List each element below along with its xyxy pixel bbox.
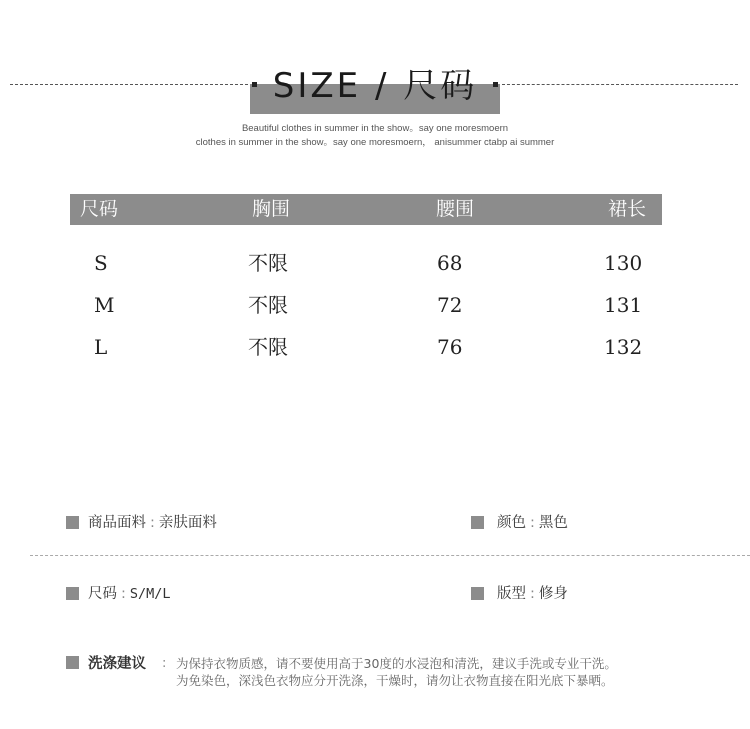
title-dashed-line-right — [502, 84, 738, 85]
header-size: 尺码 — [80, 198, 119, 220]
fabric-value: 亲肤面料 — [158, 515, 217, 531]
info-divider — [30, 555, 750, 556]
cell-length: 130 — [604, 251, 643, 275]
cell-waist: 72 — [437, 293, 463, 317]
wash-text-line-2: 为免染色，深浅色衣物应分开洗涤，干燥时，请勿让衣物直接在阳光底下暴晒。 — [176, 673, 614, 688]
color-info: 颜色 : 黑色 — [497, 515, 568, 531]
cell-size: S — [94, 251, 108, 275]
size-value: S/M/L — [129, 586, 171, 602]
title-dot-left — [252, 82, 257, 87]
fit-value: 修身 — [538, 586, 568, 602]
title-block — [250, 62, 500, 114]
cell-size: M — [94, 293, 115, 317]
size-label: 尺码 — [88, 586, 117, 602]
size-square-icon — [66, 587, 79, 600]
header-bust: 胸围 — [252, 198, 291, 220]
cell-size: L — [94, 335, 108, 359]
title-dashed-line-left — [10, 84, 248, 85]
title-dot-right — [493, 82, 498, 87]
cell-bust: 不限 — [248, 293, 288, 317]
color-value: 黑色 — [538, 515, 568, 531]
page-title: SIZE / 尺码 — [272, 66, 478, 106]
color-square-icon — [471, 516, 484, 529]
wash-text-line-1: 为保持衣物质感，请不要使用高于30度的水浸泡和清洗，建议手洗或专业干洗。 — [176, 656, 617, 671]
fabric-info: 商品面料 : 亲肤面料 — [88, 515, 217, 531]
fabric-label: 商品面料 — [88, 515, 146, 531]
cell-length: 132 — [604, 335, 643, 359]
wash-colon: : — [162, 656, 167, 671]
wash-label: 洗涤建议 — [88, 656, 146, 672]
cell-waist: 76 — [437, 335, 463, 359]
cell-waist: 68 — [437, 251, 463, 275]
fit-label: 版型 — [497, 586, 526, 602]
subtitle-line-1: Beautiful clothes in summer in the show。say one moresmoern — [241, 123, 509, 134]
fit-square-icon — [471, 587, 484, 600]
header-length: 裙长 — [608, 198, 647, 220]
fabric-square-icon — [66, 516, 79, 529]
subtitle-line-2: clothes in summer in the show。say one moresmoern， anisummer ctabp ai summer — [195, 137, 555, 148]
size-info: 尺码 : S/M/L — [88, 586, 171, 602]
fit-info: 版型 : 修身 — [497, 586, 568, 602]
size-table-header — [70, 194, 662, 225]
cell-length: 131 — [604, 293, 643, 317]
header-waist: 腰围 — [436, 198, 475, 220]
cell-bust: 不限 — [248, 251, 288, 275]
wash-square-icon — [66, 656, 79, 669]
color-label: 颜色 — [497, 515, 526, 531]
cell-bust: 不限 — [248, 335, 288, 359]
